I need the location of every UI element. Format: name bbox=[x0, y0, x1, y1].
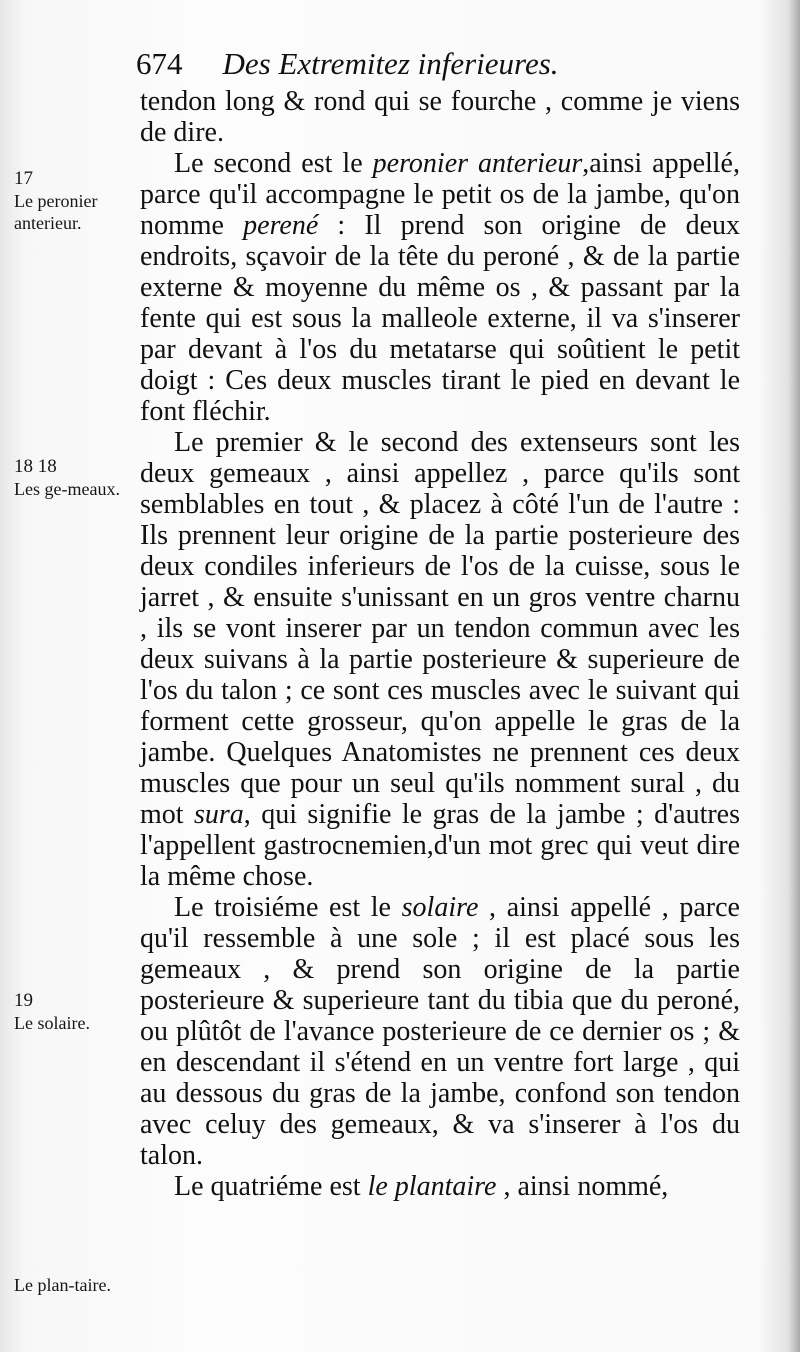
italic-term: solaire bbox=[401, 892, 479, 923]
body-text bbox=[140, 86, 740, 1202]
margin-note-text: Le plan-taire. bbox=[14, 1275, 111, 1295]
italic-term: peronier anterieur bbox=[372, 148, 583, 179]
text-run: , qui signifie le gras de la jambe ; d'autres l'appellent gastrocnemien,d'un mot grec qui veut dire la même chose. bbox=[140, 799, 740, 892]
running-title: Des Extremitez inferieures. bbox=[222, 46, 559, 81]
paragraph bbox=[140, 427, 740, 892]
text-run: , ainsi nommé, bbox=[496, 1171, 669, 1202]
page-header bbox=[136, 46, 756, 86]
italic-term: sura bbox=[194, 799, 244, 830]
paragraph bbox=[140, 86, 740, 148]
margin-note-plantaire bbox=[14, 1274, 144, 1296]
margin-note-solaire bbox=[14, 990, 144, 1034]
margin-note-number: 18 18 bbox=[14, 456, 57, 477]
page-number: 674 bbox=[136, 46, 183, 81]
margin-note-number: 19 bbox=[14, 990, 33, 1011]
text-run: : Il prend son origine de deux endroits, sçavoir de la tête du peroné , & de la partie externe & moyenne du même os , & passant par la fente qui est sous la malleole externe, il va s'inserer par devant à l'os du metatarse qui soûtient le petit doigt : Ces deux muscles tirant le pied en devant le font fléchir. bbox=[140, 210, 740, 427]
page-binding-shadow bbox=[788, 0, 800, 1352]
text-run: Le quatriéme est bbox=[174, 1171, 368, 1202]
text-run: Le second est le bbox=[174, 148, 373, 179]
margin-note-text: Les ge-meaux. bbox=[14, 479, 120, 499]
italic-term: le plantaire bbox=[367, 1171, 497, 1202]
margin-note-peronier bbox=[14, 168, 144, 234]
paragraph bbox=[140, 1171, 740, 1202]
paragraph bbox=[140, 892, 740, 1171]
margin-note-number: 17 bbox=[14, 168, 33, 189]
text-run: , ainsi appellé , parce qu'il ressemble à une sole ; il est placé sous les gemeaux , & prend son origine de la partie posterieure & superieure tant du tibia que du peroné, ou plûtôt de l'avance posterieure de ce dernier os ; & en descendant il s'étend en un ventre fort large , qui au dessous du gras de la jambe, confond son tendon avec celuy des gemeaux, & va s'inserer à l'os du talon. bbox=[140, 892, 740, 1171]
text-run: ,ainsi appellé, parce qu'il accompagne le petit os de la jambe, qu'on nomme bbox=[140, 148, 740, 241]
margin-note-gemeaux bbox=[14, 456, 144, 500]
margin-note-text: Le solaire. bbox=[14, 1013, 90, 1033]
italic-term: perené bbox=[243, 210, 319, 241]
text-run: tendon long & rond qui se fourche , comme je viens de dire. bbox=[140, 86, 740, 148]
paragraph bbox=[140, 148, 740, 427]
margin-note-text: Le peronier anterieur. bbox=[14, 191, 98, 233]
text-run: Le troisiéme est le bbox=[174, 892, 402, 923]
text-run: Le premier & le second des extenseurs sont les deux gemeaux , ainsi appellez , parce qu'ils sont semblables en tout , & placez à côté l'un de l'autre : Ils prennent leur origine de la partie posterieure des deux condiles inferieurs de l'os de la cuisse, sous le jarret , & ensuite s'unissant en un gros ventre charnu , ils se vont inserer par un tendon commun avec les deux suivans à la partie posterieure & superieure de l'os du talon ; ce sont ces muscles avec le suivant qui forment cette grosseur, qu'on appelle le gras de la jambe. Quelques Anatomistes ne prennent ces deux muscles que pour un seul qu'ils nomment sural , du mot bbox=[140, 427, 740, 830]
